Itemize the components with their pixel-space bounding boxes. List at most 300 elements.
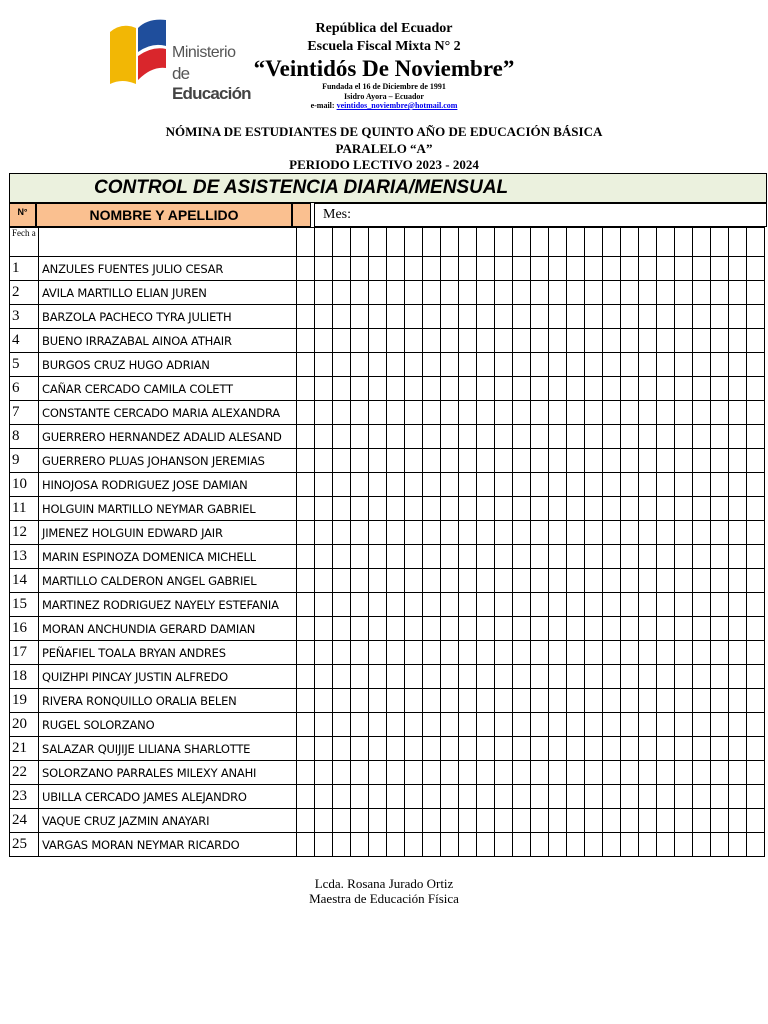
attendance-cell[interactable]: [567, 377, 585, 401]
attendance-cell[interactable]: [549, 473, 567, 497]
attendance-cell[interactable]: [387, 617, 405, 641]
attendance-cell[interactable]: [567, 281, 585, 305]
attendance-cell[interactable]: [567, 401, 585, 425]
attendance-cell[interactable]: [747, 689, 765, 713]
attendance-cell[interactable]: [639, 617, 657, 641]
attendance-cell[interactable]: [459, 785, 477, 809]
attendance-cell[interactable]: [333, 689, 351, 713]
attendance-cell[interactable]: [297, 569, 315, 593]
attendance-cell[interactable]: [675, 761, 693, 785]
attendance-cell[interactable]: [333, 353, 351, 377]
attendance-cell[interactable]: [549, 353, 567, 377]
attendance-cell[interactable]: [675, 665, 693, 689]
attendance-cell[interactable]: [621, 228, 639, 257]
attendance-cell[interactable]: [423, 305, 441, 329]
attendance-cell[interactable]: [531, 425, 549, 449]
attendance-cell[interactable]: [603, 497, 621, 521]
attendance-cell[interactable]: [675, 281, 693, 305]
attendance-cell[interactable]: [387, 545, 405, 569]
attendance-cell[interactable]: [729, 257, 747, 281]
attendance-cell[interactable]: [729, 401, 747, 425]
attendance-cell[interactable]: [477, 425, 495, 449]
attendance-cell[interactable]: [729, 617, 747, 641]
attendance-cell[interactable]: [657, 785, 675, 809]
attendance-cell[interactable]: [315, 497, 333, 521]
attendance-cell[interactable]: [513, 569, 531, 593]
attendance-cell[interactable]: [351, 521, 369, 545]
attendance-cell[interactable]: [603, 713, 621, 737]
attendance-cell[interactable]: [693, 569, 711, 593]
attendance-cell[interactable]: [693, 257, 711, 281]
attendance-cell[interactable]: [369, 833, 387, 857]
attendance-cell[interactable]: [477, 449, 495, 473]
attendance-cell[interactable]: [423, 377, 441, 401]
attendance-cell[interactable]: [729, 833, 747, 857]
attendance-cell[interactable]: [567, 569, 585, 593]
attendance-cell[interactable]: [729, 593, 747, 617]
attendance-cell[interactable]: [639, 641, 657, 665]
attendance-cell[interactable]: [531, 281, 549, 305]
attendance-cell[interactable]: [531, 473, 549, 497]
attendance-cell[interactable]: [369, 329, 387, 353]
attendance-cell[interactable]: [477, 521, 495, 545]
attendance-cell[interactable]: [369, 353, 387, 377]
attendance-cell[interactable]: [513, 281, 531, 305]
attendance-cell[interactable]: [297, 473, 315, 497]
attendance-cell[interactable]: [675, 257, 693, 281]
attendance-cell[interactable]: [405, 521, 423, 545]
attendance-cell[interactable]: [423, 569, 441, 593]
attendance-cell[interactable]: [459, 617, 477, 641]
attendance-cell[interactable]: [747, 809, 765, 833]
attendance-cell[interactable]: [675, 689, 693, 713]
attendance-cell[interactable]: [639, 281, 657, 305]
attendance-cell[interactable]: [477, 228, 495, 257]
attendance-cell[interactable]: [585, 713, 603, 737]
attendance-cell[interactable]: [567, 809, 585, 833]
attendance-cell[interactable]: [729, 473, 747, 497]
attendance-cell[interactable]: [585, 689, 603, 713]
attendance-cell[interactable]: [657, 569, 675, 593]
attendance-cell[interactable]: [369, 593, 387, 617]
attendance-cell[interactable]: [693, 761, 711, 785]
attendance-cell[interactable]: [315, 473, 333, 497]
attendance-cell[interactable]: [603, 593, 621, 617]
attendance-cell[interactable]: [405, 689, 423, 713]
attendance-cell[interactable]: [477, 761, 495, 785]
attendance-cell[interactable]: [405, 497, 423, 521]
attendance-cell[interactable]: [477, 401, 495, 425]
attendance-cell[interactable]: [477, 833, 495, 857]
attendance-cell[interactable]: [585, 257, 603, 281]
attendance-cell[interactable]: [585, 569, 603, 593]
attendance-cell[interactable]: [639, 713, 657, 737]
attendance-cell[interactable]: [657, 665, 675, 689]
attendance-cell[interactable]: [567, 545, 585, 569]
attendance-cell[interactable]: [351, 377, 369, 401]
attendance-cell[interactable]: [297, 377, 315, 401]
attendance-cell[interactable]: [747, 353, 765, 377]
attendance-cell[interactable]: [315, 713, 333, 737]
attendance-cell[interactable]: [405, 449, 423, 473]
attendance-cell[interactable]: [567, 449, 585, 473]
attendance-cell[interactable]: [369, 521, 387, 545]
attendance-cell[interactable]: [729, 228, 747, 257]
attendance-cell[interactable]: [351, 641, 369, 665]
attendance-cell[interactable]: [567, 353, 585, 377]
attendance-cell[interactable]: [369, 713, 387, 737]
attendance-cell[interactable]: [531, 521, 549, 545]
attendance-cell[interactable]: [297, 785, 315, 809]
attendance-cell[interactable]: [711, 617, 729, 641]
attendance-cell[interactable]: [387, 737, 405, 761]
attendance-cell[interactable]: [351, 281, 369, 305]
attendance-cell[interactable]: [567, 833, 585, 857]
attendance-cell[interactable]: [567, 617, 585, 641]
attendance-cell[interactable]: [405, 401, 423, 425]
attendance-cell[interactable]: [711, 473, 729, 497]
attendance-cell[interactable]: [693, 617, 711, 641]
attendance-cell[interactable]: [441, 713, 459, 737]
attendance-cell[interactable]: [297, 281, 315, 305]
attendance-cell[interactable]: [477, 329, 495, 353]
attendance-cell[interactable]: [351, 785, 369, 809]
attendance-cell[interactable]: [711, 305, 729, 329]
attendance-cell[interactable]: [441, 353, 459, 377]
attendance-cell[interactable]: [747, 377, 765, 401]
attendance-cell[interactable]: [495, 257, 513, 281]
attendance-cell[interactable]: [477, 281, 495, 305]
attendance-cell[interactable]: [369, 737, 387, 761]
attendance-cell[interactable]: [459, 641, 477, 665]
attendance-cell[interactable]: [711, 593, 729, 617]
attendance-cell[interactable]: [351, 569, 369, 593]
attendance-cell[interactable]: [549, 329, 567, 353]
attendance-cell[interactable]: [441, 569, 459, 593]
attendance-cell[interactable]: [711, 257, 729, 281]
attendance-cell[interactable]: [369, 665, 387, 689]
attendance-cell[interactable]: [603, 761, 621, 785]
attendance-cell[interactable]: [297, 641, 315, 665]
attendance-cell[interactable]: [459, 665, 477, 689]
attendance-cell[interactable]: [729, 425, 747, 449]
attendance-cell[interactable]: [603, 737, 621, 761]
attendance-cell[interactable]: [297, 833, 315, 857]
attendance-cell[interactable]: [747, 569, 765, 593]
attendance-cell[interactable]: [549, 617, 567, 641]
attendance-cell[interactable]: [603, 473, 621, 497]
attendance-cell[interactable]: [333, 665, 351, 689]
attendance-cell[interactable]: [711, 665, 729, 689]
attendance-cell[interactable]: [549, 785, 567, 809]
attendance-cell[interactable]: [747, 737, 765, 761]
attendance-cell[interactable]: [585, 497, 603, 521]
attendance-cell[interactable]: [315, 617, 333, 641]
attendance-cell[interactable]: [333, 449, 351, 473]
attendance-cell[interactable]: [567, 257, 585, 281]
attendance-cell[interactable]: [513, 353, 531, 377]
attendance-cell[interactable]: [603, 833, 621, 857]
attendance-cell[interactable]: [477, 545, 495, 569]
attendance-cell[interactable]: [549, 641, 567, 665]
attendance-cell[interactable]: [603, 377, 621, 401]
attendance-cell[interactable]: [531, 497, 549, 521]
attendance-cell[interactable]: [405, 545, 423, 569]
attendance-cell[interactable]: [351, 689, 369, 713]
attendance-cell[interactable]: [441, 809, 459, 833]
attendance-cell[interactable]: [711, 713, 729, 737]
attendance-cell[interactable]: [459, 713, 477, 737]
attendance-cell[interactable]: [315, 785, 333, 809]
attendance-cell[interactable]: [297, 545, 315, 569]
attendance-cell[interactable]: [675, 737, 693, 761]
attendance-cell[interactable]: [531, 689, 549, 713]
attendance-cell[interactable]: [531, 593, 549, 617]
attendance-cell[interactable]: [603, 809, 621, 833]
attendance-cell[interactable]: [315, 353, 333, 377]
attendance-cell[interactable]: [693, 305, 711, 329]
attendance-cell[interactable]: [315, 737, 333, 761]
attendance-cell[interactable]: [585, 593, 603, 617]
attendance-cell[interactable]: [711, 497, 729, 521]
attendance-cell[interactable]: [495, 617, 513, 641]
attendance-cell[interactable]: [477, 353, 495, 377]
attendance-cell[interactable]: [603, 521, 621, 545]
attendance-cell[interactable]: [549, 228, 567, 257]
attendance-cell[interactable]: [585, 617, 603, 641]
attendance-cell[interactable]: [495, 473, 513, 497]
attendance-cell[interactable]: [531, 761, 549, 785]
attendance-cell[interactable]: [531, 353, 549, 377]
attendance-cell[interactable]: [513, 785, 531, 809]
attendance-cell[interactable]: [387, 329, 405, 353]
attendance-cell[interactable]: [405, 425, 423, 449]
attendance-cell[interactable]: [603, 641, 621, 665]
attendance-cell[interactable]: [405, 737, 423, 761]
attendance-cell[interactable]: [567, 665, 585, 689]
attendance-cell[interactable]: [423, 473, 441, 497]
attendance-cell[interactable]: [603, 305, 621, 329]
attendance-cell[interactable]: [387, 473, 405, 497]
attendance-cell[interactable]: [621, 689, 639, 713]
attendance-cell[interactable]: [729, 785, 747, 809]
attendance-cell[interactable]: [315, 257, 333, 281]
attendance-cell[interactable]: [495, 329, 513, 353]
attendance-cell[interactable]: [567, 521, 585, 545]
attendance-cell[interactable]: [351, 593, 369, 617]
attendance-cell[interactable]: [549, 593, 567, 617]
attendance-cell[interactable]: [531, 713, 549, 737]
attendance-cell[interactable]: [459, 737, 477, 761]
attendance-cell[interactable]: [675, 353, 693, 377]
attendance-cell[interactable]: [729, 545, 747, 569]
attendance-cell[interactable]: [657, 497, 675, 521]
attendance-cell[interactable]: [387, 761, 405, 785]
attendance-cell[interactable]: [513, 809, 531, 833]
attendance-cell[interactable]: [567, 689, 585, 713]
attendance-cell[interactable]: [387, 641, 405, 665]
attendance-cell[interactable]: [693, 737, 711, 761]
attendance-cell[interactable]: [747, 593, 765, 617]
attendance-cell[interactable]: [495, 353, 513, 377]
attendance-cell[interactable]: [585, 353, 603, 377]
attendance-cell[interactable]: [675, 497, 693, 521]
attendance-cell[interactable]: [351, 449, 369, 473]
attendance-cell[interactable]: [747, 449, 765, 473]
attendance-cell[interactable]: [351, 809, 369, 833]
attendance-cell[interactable]: [711, 377, 729, 401]
attendance-cell[interactable]: [693, 228, 711, 257]
attendance-cell[interactable]: [621, 641, 639, 665]
attendance-cell[interactable]: [387, 689, 405, 713]
attendance-cell[interactable]: [657, 281, 675, 305]
attendance-cell[interactable]: [423, 401, 441, 425]
attendance-cell[interactable]: [603, 449, 621, 473]
attendance-cell[interactable]: [585, 281, 603, 305]
attendance-cell[interactable]: [747, 425, 765, 449]
attendance-cell[interactable]: [657, 449, 675, 473]
attendance-cell[interactable]: [423, 257, 441, 281]
attendance-cell[interactable]: [405, 569, 423, 593]
attendance-cell[interactable]: [621, 449, 639, 473]
attendance-cell[interactable]: [315, 377, 333, 401]
attendance-cell[interactable]: [441, 761, 459, 785]
attendance-cell[interactable]: [747, 473, 765, 497]
attendance-cell[interactable]: [405, 281, 423, 305]
attendance-cell[interactable]: [567, 228, 585, 257]
attendance-cell[interactable]: [423, 449, 441, 473]
attendance-cell[interactable]: [585, 665, 603, 689]
attendance-cell[interactable]: [315, 593, 333, 617]
attendance-cell[interactable]: [405, 228, 423, 257]
attendance-cell[interactable]: [729, 641, 747, 665]
attendance-cell[interactable]: [639, 785, 657, 809]
attendance-cell[interactable]: [351, 617, 369, 641]
attendance-cell[interactable]: [549, 737, 567, 761]
attendance-cell[interactable]: [333, 617, 351, 641]
attendance-cell[interactable]: [711, 785, 729, 809]
attendance-cell[interactable]: [657, 353, 675, 377]
attendance-cell[interactable]: [333, 593, 351, 617]
attendance-cell[interactable]: [621, 569, 639, 593]
attendance-cell[interactable]: [441, 641, 459, 665]
attendance-cell[interactable]: [567, 713, 585, 737]
attendance-cell[interactable]: [495, 641, 513, 665]
attendance-cell[interactable]: [621, 377, 639, 401]
attendance-cell[interactable]: [459, 761, 477, 785]
attendance-cell[interactable]: [387, 521, 405, 545]
attendance-cell[interactable]: [477, 257, 495, 281]
attendance-cell[interactable]: [639, 593, 657, 617]
attendance-cell[interactable]: [603, 545, 621, 569]
attendance-cell[interactable]: [567, 425, 585, 449]
attendance-cell[interactable]: [531, 737, 549, 761]
email-link[interactable]: veintidos_noviembre@hotmail.com: [336, 101, 458, 110]
attendance-cell[interactable]: [315, 401, 333, 425]
attendance-cell[interactable]: [315, 228, 333, 257]
attendance-cell[interactable]: [477, 617, 495, 641]
attendance-cell[interactable]: [333, 641, 351, 665]
attendance-cell[interactable]: [387, 401, 405, 425]
attendance-cell[interactable]: [423, 689, 441, 713]
attendance-cell[interactable]: [639, 761, 657, 785]
attendance-cell[interactable]: [729, 569, 747, 593]
attendance-cell[interactable]: [423, 665, 441, 689]
attendance-cell[interactable]: [369, 449, 387, 473]
attendance-cell[interactable]: [747, 617, 765, 641]
attendance-cell[interactable]: [315, 281, 333, 305]
attendance-cell[interactable]: [639, 228, 657, 257]
attendance-cell[interactable]: [351, 473, 369, 497]
attendance-cell[interactable]: [405, 329, 423, 353]
attendance-cell[interactable]: [729, 497, 747, 521]
attendance-cell[interactable]: [459, 521, 477, 545]
attendance-cell[interactable]: [585, 833, 603, 857]
attendance-cell[interactable]: [549, 497, 567, 521]
attendance-cell[interactable]: [675, 809, 693, 833]
attendance-cell[interactable]: [531, 305, 549, 329]
attendance-cell[interactable]: [495, 497, 513, 521]
attendance-cell[interactable]: [621, 545, 639, 569]
attendance-cell[interactable]: [495, 425, 513, 449]
attendance-cell[interactable]: [459, 809, 477, 833]
attendance-cell[interactable]: [531, 377, 549, 401]
attendance-cell[interactable]: [315, 689, 333, 713]
attendance-cell[interactable]: [531, 401, 549, 425]
attendance-cell[interactable]: [549, 521, 567, 545]
attendance-cell[interactable]: [297, 737, 315, 761]
attendance-cell[interactable]: [315, 545, 333, 569]
attendance-cell[interactable]: [621, 593, 639, 617]
attendance-cell[interactable]: [477, 569, 495, 593]
attendance-cell[interactable]: [315, 665, 333, 689]
attendance-cell[interactable]: [369, 569, 387, 593]
attendance-cell[interactable]: [387, 305, 405, 329]
attendance-cell[interactable]: [387, 257, 405, 281]
attendance-cell[interactable]: [423, 521, 441, 545]
attendance-cell[interactable]: [675, 593, 693, 617]
attendance-cell[interactable]: [387, 665, 405, 689]
attendance-cell[interactable]: [657, 425, 675, 449]
attendance-cell[interactable]: [441, 449, 459, 473]
attendance-cell[interactable]: [423, 737, 441, 761]
attendance-cell[interactable]: [639, 305, 657, 329]
attendance-cell[interactable]: [621, 257, 639, 281]
attendance-cell[interactable]: [351, 497, 369, 521]
attendance-cell[interactable]: [621, 785, 639, 809]
attendance-cell[interactable]: [693, 665, 711, 689]
attendance-cell[interactable]: [729, 353, 747, 377]
attendance-cell[interactable]: [297, 689, 315, 713]
attendance-cell[interactable]: [369, 401, 387, 425]
attendance-cell[interactable]: [747, 713, 765, 737]
attendance-cell[interactable]: [747, 641, 765, 665]
attendance-cell[interactable]: [675, 228, 693, 257]
attendance-cell[interactable]: [387, 449, 405, 473]
attendance-cell[interactable]: [369, 617, 387, 641]
attendance-cell[interactable]: [657, 833, 675, 857]
attendance-cell[interactable]: [603, 329, 621, 353]
attendance-cell[interactable]: [621, 497, 639, 521]
attendance-cell[interactable]: [621, 737, 639, 761]
attendance-cell[interactable]: [351, 329, 369, 353]
attendance-cell[interactable]: [459, 305, 477, 329]
attendance-cell[interactable]: [423, 497, 441, 521]
attendance-cell[interactable]: [657, 545, 675, 569]
attendance-cell[interactable]: [369, 305, 387, 329]
attendance-cell[interactable]: [693, 281, 711, 305]
attendance-cell[interactable]: [315, 329, 333, 353]
